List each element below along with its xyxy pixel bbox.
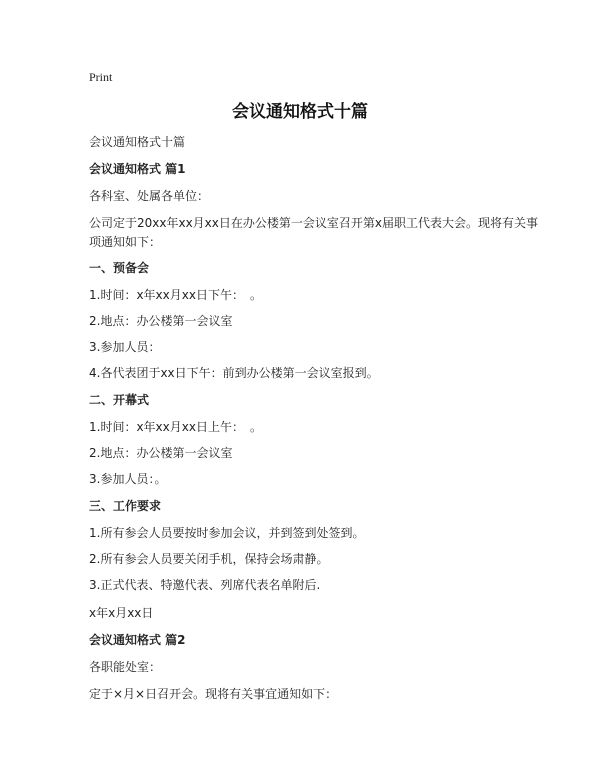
print-link[interactable]: Print [89, 70, 113, 84]
list-item: 3.参加人员：。 [89, 472, 167, 486]
list-item: 1.时间：x年xx月xx日上午： 。 [89, 420, 262, 434]
list-item: 4.各代表团于xx日下午：前到办公楼第一会议室报到。 [89, 366, 379, 380]
notice1-date: x年x月xx日 [89, 606, 154, 620]
page-title: 会议通知格式十篇 [232, 102, 368, 122]
notice2-heading: 会议通知格式 篇2 [89, 633, 186, 647]
subtitle: 会议通知格式十篇 [89, 135, 186, 149]
list-item: 2.地点：办公楼第一会议室 [89, 446, 233, 460]
list-item: 2.地点：办公楼第一会议室 [89, 314, 233, 328]
section-heading: 三、工作要求 [89, 499, 162, 513]
notice2-salutation: 各职能处室： [89, 660, 162, 674]
list-item: 3.正式代表、特邀代表、列席代表名单附后. [89, 578, 321, 592]
section-heading: 二、开幕式 [89, 393, 150, 407]
section-heading: 一、预备会 [89, 261, 150, 275]
notice1-heading: 会议通知格式 篇1 [89, 162, 186, 176]
notice1-intro: 公司定于20xx年xx月xx日在办公楼第一会议室召开第x届职工代表大会。现将有关事项通知如下： [89, 216, 538, 249]
list-item: 1.时间：x年xx月xx日下午： 。 [89, 288, 262, 302]
notice1-salutation: 各科室、处属各单位： [89, 189, 210, 203]
list-item: 3.参加人员： [89, 340, 161, 354]
list-item: 2.所有参会人员要关闭手机，保持会场肃静。 [89, 552, 329, 566]
notice2-intro: 定于×月×日召开会。现将有关事宜通知如下： [89, 687, 338, 701]
list-item: 1.所有参会人员要按时参加会议，并到签到处签到。 [89, 526, 365, 540]
